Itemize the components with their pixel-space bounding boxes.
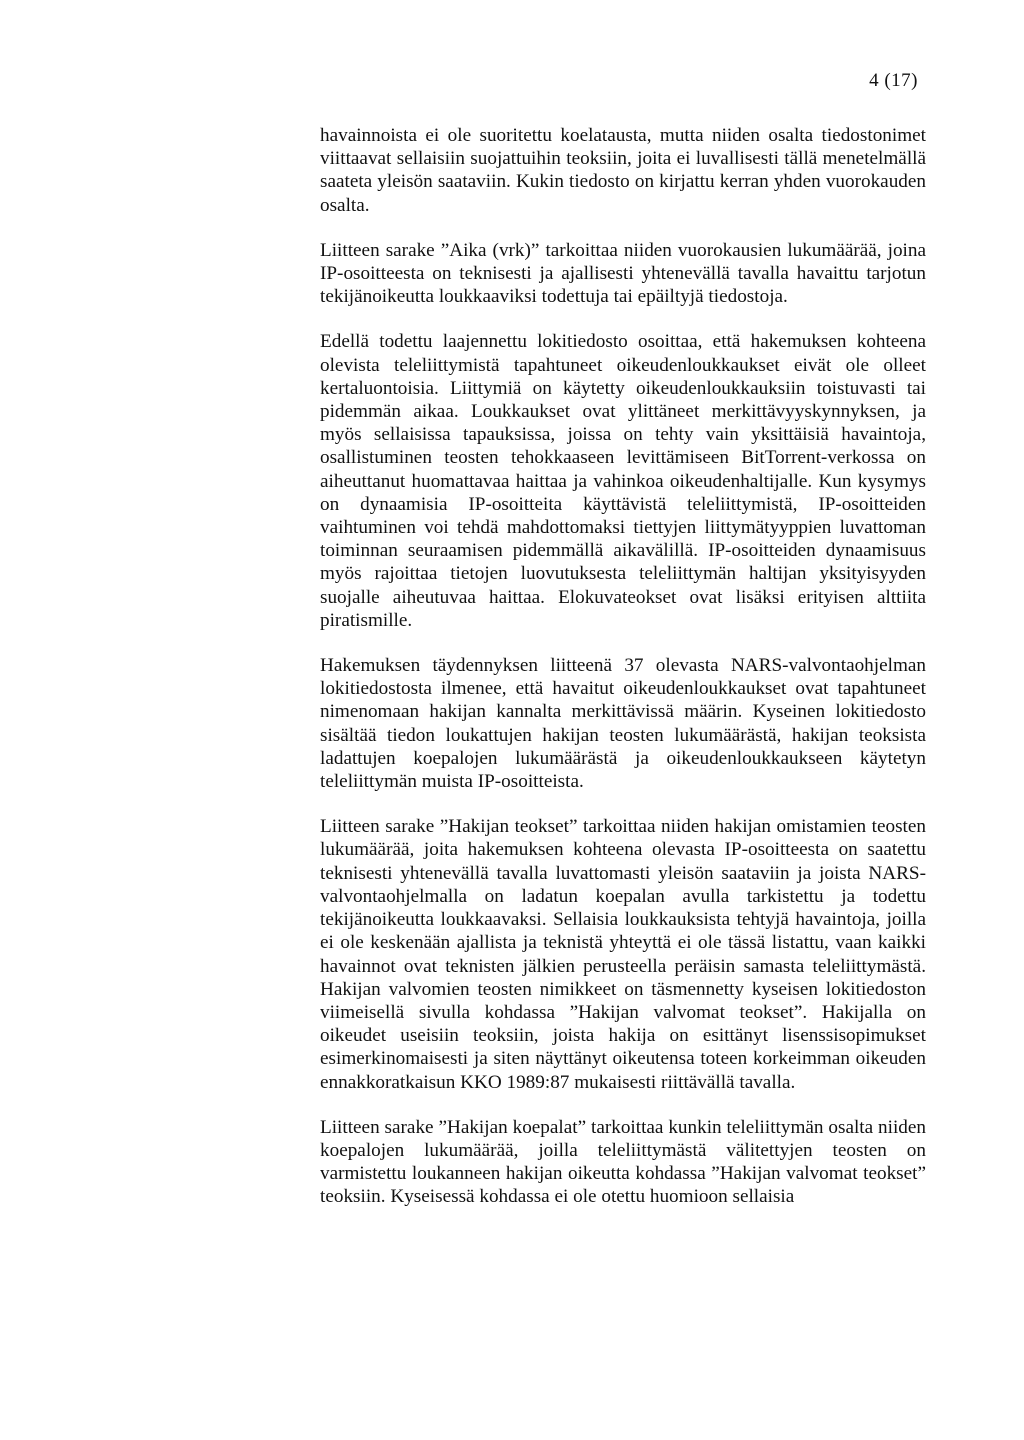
paragraph-hakijan-teokset-column: Liitteen sarake ”Hakijan teokset” tarkoittaa niiden hakijan omistamien teosten lukumäärää, joita hakemuksen kohteena olevasta IP-osoitteesta on saatettu teknisesti yhtenevällä tavalla luvattomasti yleisön saataviin ja joista NARS-valvontaohjelmalla on ladatun koepalan avulla tarkistettu ja todettu tekijänoikeutta loukkaavaksi. Sellaisia loukkauksista tehtyjä havaintoja, joilla ei ole keskenään ajallista ja teknistä yhteyttä ei ole tässä listattu, vaan kaikki havainnot ovat teknisten jälkien perusteella peräisin samasta teleliittymästä. Hakijan valvomien teosten nimikkeet on täsmennetty kyseisen lokitiedoston viimeisellä sivulla kohdassa ”Hakijan valvomat teokset”. Hakijalla on oikeudet useisiin teoksiin, joista hakija on esittänyt lisenssisopimukset esimerkinomaisesti ja siten näyttänyt oikeutensa toteen korkeimman oikeuden ennakkoratkaisun KKO 1989:87 mukaisesti riittävällä tavalla.	[320, 816, 926, 1093]
paragraph-hakijan-koepalat-column: Liitteen sarake ”Hakijan koepalat” tarkoittaa kunkin teleliittymän osalta niiden koepalojen lukumäärää, joilla teleliittymästä välitettyjen teosten on varmistettu loukanneen hakijan oikeutta kohdassa ”Hakijan valvomat teokset” teoksiin. Kyseisessä kohdassa ei ole otettu huomioon sellaisia	[320, 1116, 926, 1208]
page-number: 4 (17)	[869, 70, 918, 91]
paragraph-aika-column: Liitteen sarake ”Aika (vrk)” tarkoittaa niiden vuorokausien lukumäärää, joina IP-osoitteesta on teknisesti ja ajallisesti yhtenevällä tavalla havaittu tarjotun tekijänoikeutta loukkaaviksi todettuja tai epäiltyjä tiedostoja.	[320, 239, 926, 308]
paragraph-continuation: havainnoista ei ole suoritettu koelatausta, mutta niiden osalta tiedostonimet viittaavat sellaisiin suojattuihin teoksiin, joita ei luvallisesti tällä menetelmällä saateta yleisön saataviin. Kukin tiedosto on kirjattu kerran yhden vuorokauden osalta.	[320, 125, 926, 216]
paragraph-attachment-37: Hakemuksen täydennyksen liitteenä 37 olevasta NARS-valvontaohjelman lokitiedostosta ilmenee, että havaitut oikeudenloukkaukset ovat tapahtuneet nimenomaan hakijan kannalta merkittävissä määrin. Kyseinen lokitiedosto sisältää tiedon loukattujen hakijan teosten lukumäärästä, hakijan teoksista ladattujen koepalojen lukumäärästä ja oikeudenloukkaukseen käytetyn teleliittymän muista IP-osoitteista.	[320, 655, 926, 793]
paragraph-log-file-findings: Edellä todettu laajennettu lokitiedosto osoittaa, että hakemuksen kohteena olevista teleliittymistä tapahtuneet oikeudenloukkaukset eivät ole olleet kertaluontoisia. Liittymiä on käytetty oikeudenloukkauksiin toistuvasti tai pidemmän aikaa. Loukkaukset ovat ylittäneet merkittävyyskynnyksen, ja myös sellaisissa tapauksissa, joissa on tehty vain yksittäisiä havaintoja, osallistuminen teosten tehokkaaseen levittämiseen BitTorrent-verkossa on aiheuttanut huomattavaa haittaa ja vahinkoa oikeudenhaltijalle. Kun kysymys on dynaamisia IP-osoitteita käyttävistä teleliittymistä, IP-osoitteiden vaihtuminen voi tehdä mahdottomaksi tiettyjen liittymätyyppien luvattoman toiminnan seuraamisen pidemmällä aikavälillä. IP-osoitteiden dynaamisuus myös rajoittaa tietojen luovutuksesta teleliittymän haltijan yksityisyyden suojalle aiheutuvaa haittaa. Elokuvateokset ovat lisäksi erityisen alttiita piratismille.	[320, 331, 926, 631]
document-body	[320, 124, 926, 1231]
